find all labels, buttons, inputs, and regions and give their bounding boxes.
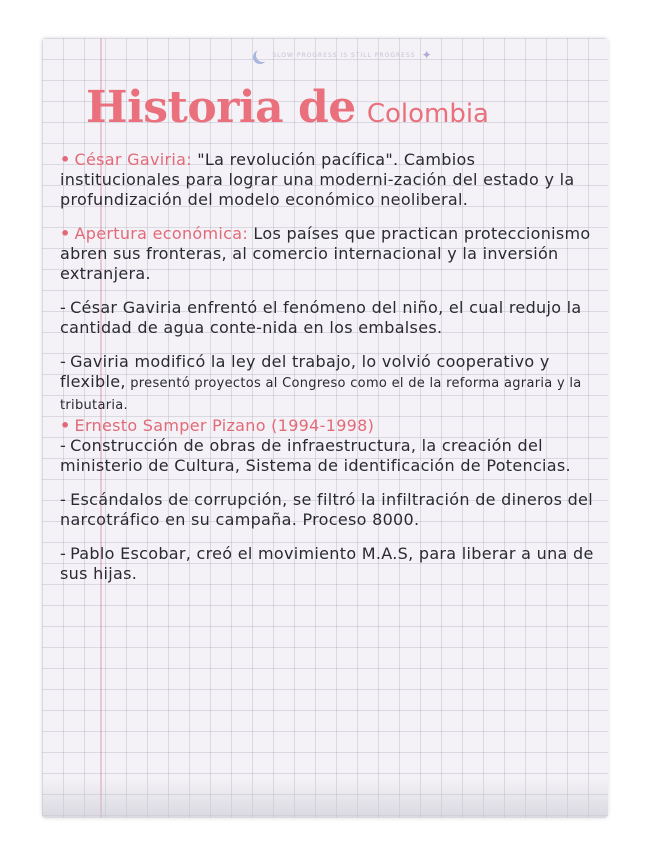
- page-title: [86, 82, 606, 133]
- note-marker: -: [60, 544, 67, 563]
- note-highlight: César Gaviria:: [74, 150, 192, 169]
- note-ley-trabajo: [60, 352, 600, 416]
- note-marker: -: [60, 436, 67, 455]
- note-apertura: [60, 224, 600, 284]
- header-tagline: SLOW PROGRESS IS STILL PROGRESS: [272, 51, 416, 59]
- note-marker: -: [60, 352, 67, 371]
- note-obras: [60, 436, 600, 476]
- note-escandalos: [60, 490, 600, 530]
- notes-list: [60, 150, 600, 598]
- title-sub: Colombia: [366, 99, 489, 129]
- note-text: César Gaviria enfrentó el fenómeno del niño, el cual redujo la cantidad de agua conte-nida en los embalses.: [60, 298, 582, 337]
- note-highlight: Apertura económica:: [74, 224, 249, 243]
- page-header: [222, 46, 462, 64]
- note-samper: [60, 416, 600, 436]
- note-text: Construcción de obras de infraestructura, la creación del ministerio de Cultura, Sistema de identificación de Potencias.: [60, 436, 571, 475]
- note-gaviria: [60, 150, 600, 210]
- note-text: "La revolución pacífica". Cambios institucionales para lograr una moderni-zación del estado y la profundización del modelo económico neoliberal.: [60, 150, 575, 209]
- note-text: Escándalos de corrupción, se filtró la infiltración de dineros del narcotráfico en su campaña. Proceso 8000.: [60, 490, 593, 529]
- note-nino: [60, 298, 600, 338]
- note-marker: •: [60, 224, 71, 243]
- note-escobar: [60, 544, 600, 584]
- moon-icon: [256, 48, 270, 62]
- note-small-text: presentó proyectos al Congreso como el de la reforma agraria y la tributaria.: [60, 376, 582, 413]
- note-text: Pablo Escobar, creó el movimiento M.A.S, para liberar a una de sus hijas.: [60, 544, 594, 583]
- note-marker: •: [60, 150, 71, 169]
- title-main: Historia de: [86, 82, 356, 133]
- note-marker: -: [60, 298, 67, 317]
- note-text: Los países que practican proteccionismo abren sus fronteras, al comercio internacional y la inversión extranjera.: [60, 224, 591, 283]
- note-marker: -: [60, 490, 67, 509]
- notebook-page: [42, 38, 608, 818]
- note-marker: •: [60, 416, 71, 435]
- star-icon: ✦: [421, 48, 432, 62]
- note-highlight: Ernesto Samper Pizano (1994-1998): [74, 416, 375, 435]
- note-text: Gaviria modificó la ley del trabajo, lo volvió cooperativo y flexible,: [60, 352, 550, 391]
